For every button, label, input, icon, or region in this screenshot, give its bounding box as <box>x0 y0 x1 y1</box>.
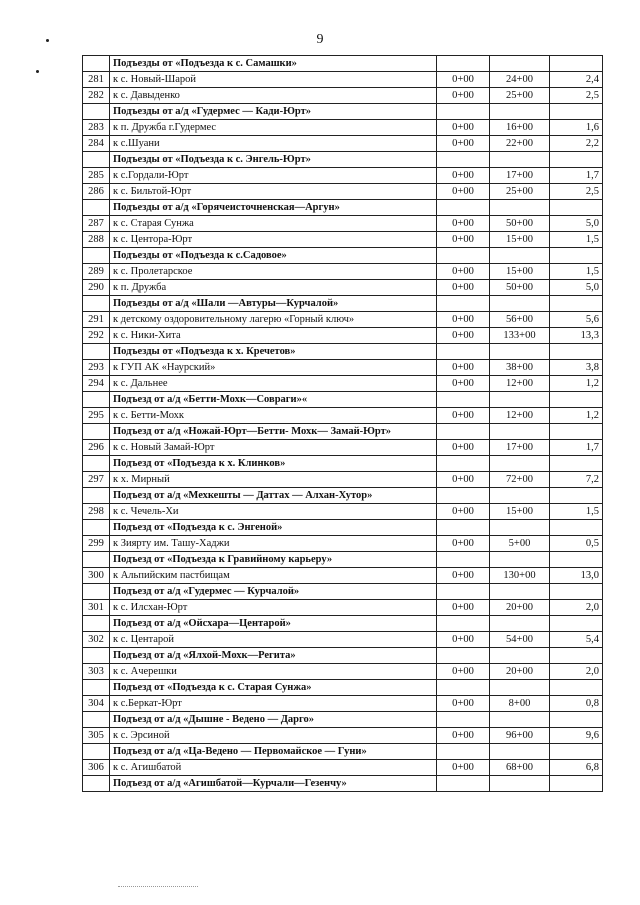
section-header-row <box>83 456 603 472</box>
table-row <box>83 632 603 648</box>
length-cell: 1,2 <box>550 376 603 392</box>
road-name-cell: к с. Ники-Хита <box>110 328 437 344</box>
end-km-cell <box>490 488 550 504</box>
end-km-cell <box>490 456 550 472</box>
road-name-cell: к п. Дружба <box>110 280 437 296</box>
table-row <box>83 440 603 456</box>
section-title-cell: Подъезд от а/д «Ца-Ведено — Первомайское — Гуни» <box>110 744 437 760</box>
section-title-cell: Подъезд от «Подъезда к Гравийному карьеру» <box>110 552 437 568</box>
road-name-cell: к с. Новый-Шарой <box>110 72 437 88</box>
row-number-cell <box>83 152 110 168</box>
start-km-cell: 0+00 <box>437 136 490 152</box>
length-cell <box>550 344 603 360</box>
start-km-cell <box>437 152 490 168</box>
end-km-cell: 15+00 <box>490 264 550 280</box>
end-km-cell <box>490 776 550 792</box>
end-km-cell: 20+00 <box>490 600 550 616</box>
start-km-cell: 0+00 <box>437 216 490 232</box>
length-cell: 1,6 <box>550 120 603 136</box>
row-number-cell: 300 <box>83 568 110 584</box>
section-title-cell: Подъезд от а/д «Ножай-Юрт—Бетти- Мохк— Замай-Юрт» <box>110 424 437 440</box>
row-number-cell: 286 <box>83 184 110 200</box>
row-number-cell: 302 <box>83 632 110 648</box>
table-row <box>83 408 603 424</box>
end-km-cell: 15+00 <box>490 504 550 520</box>
end-km-cell <box>490 744 550 760</box>
length-cell: 2,5 <box>550 184 603 200</box>
end-km-cell <box>490 424 550 440</box>
start-km-cell <box>437 584 490 600</box>
end-km-cell: 56+00 <box>490 312 550 328</box>
section-header-row <box>83 344 603 360</box>
section-header-row <box>83 296 603 312</box>
end-km-cell <box>490 56 550 72</box>
section-header-row <box>83 104 603 120</box>
start-km-cell: 0+00 <box>437 168 490 184</box>
start-km-cell: 0+00 <box>437 88 490 104</box>
row-number-cell: 293 <box>83 360 110 376</box>
end-km-cell: 133+00 <box>490 328 550 344</box>
road-name-cell: к Зиярту им. Ташу-Хаджи <box>110 536 437 552</box>
end-km-cell: 17+00 <box>490 440 550 456</box>
length-cell: 5,0 <box>550 280 603 296</box>
row-number-cell: 288 <box>83 232 110 248</box>
start-km-cell <box>437 520 490 536</box>
road-name-cell: к с. Центора-Юрт <box>110 232 437 248</box>
start-km-cell <box>437 648 490 664</box>
table-row <box>83 328 603 344</box>
start-km-cell: 0+00 <box>437 632 490 648</box>
start-km-cell <box>437 104 490 120</box>
row-number-cell: 287 <box>83 216 110 232</box>
row-number-cell <box>83 392 110 408</box>
start-km-cell <box>437 344 490 360</box>
length-cell: 13,0 <box>550 568 603 584</box>
start-km-cell: 0+00 <box>437 376 490 392</box>
section-header-row <box>83 680 603 696</box>
start-km-cell: 0+00 <box>437 280 490 296</box>
section-title-cell: Подъезд от а/д «Бетти-Мохк—Совраги»« <box>110 392 437 408</box>
end-km-cell: 96+00 <box>490 728 550 744</box>
length-cell <box>550 552 603 568</box>
row-number-cell <box>83 296 110 312</box>
row-number-cell: 294 <box>83 376 110 392</box>
end-km-cell: 25+00 <box>490 184 550 200</box>
length-cell <box>550 520 603 536</box>
section-title-cell: Подъезд от «Подъезда к с. Старая Сунжа» <box>110 680 437 696</box>
row-number-cell <box>83 680 110 696</box>
end-km-cell: 5+00 <box>490 536 550 552</box>
row-number-cell <box>83 488 110 504</box>
length-cell: 13,3 <box>550 328 603 344</box>
start-km-cell: 0+00 <box>437 536 490 552</box>
section-header-row <box>83 616 603 632</box>
length-cell: 2,4 <box>550 72 603 88</box>
end-km-cell: 25+00 <box>490 88 550 104</box>
row-number-cell: 295 <box>83 408 110 424</box>
section-title-cell: Подъезд от «Подъезда к с. Энгеной» <box>110 520 437 536</box>
table-row <box>83 536 603 552</box>
end-km-cell <box>490 392 550 408</box>
section-title-cell: Подъезды от «Подъезда к с.Садовое» <box>110 248 437 264</box>
end-km-cell: 22+00 <box>490 136 550 152</box>
section-header-row <box>83 648 603 664</box>
end-km-cell: 12+00 <box>490 408 550 424</box>
row-number-cell <box>83 248 110 264</box>
section-title-cell: Подъезд от «Подъезда к х. Клинков» <box>110 456 437 472</box>
section-title-cell: Подъезд от а/д «Ойсхара—Центарой» <box>110 616 437 632</box>
table-row <box>83 184 603 200</box>
scan-artifact <box>118 886 198 890</box>
road-name-cell: к детскому оздоровительному лагерю «Горный ключ» <box>110 312 437 328</box>
section-header-row <box>83 552 603 568</box>
section-header-row <box>83 488 603 504</box>
start-km-cell: 0+00 <box>437 232 490 248</box>
section-header-row <box>83 392 603 408</box>
table-row <box>83 312 603 328</box>
row-number-cell: 299 <box>83 536 110 552</box>
end-km-cell: 72+00 <box>490 472 550 488</box>
start-km-cell: 0+00 <box>437 264 490 280</box>
row-number-cell <box>83 712 110 728</box>
table-row <box>83 728 603 744</box>
table-row <box>83 136 603 152</box>
start-km-cell <box>437 776 490 792</box>
length-cell: 5,4 <box>550 632 603 648</box>
table-row <box>83 504 603 520</box>
section-header-row <box>83 424 603 440</box>
section-header-row <box>83 248 603 264</box>
section-title-cell: Подъезд от а/д «Мехкешты — Даттах — Алхан-Хутор» <box>110 488 437 504</box>
table-row <box>83 760 603 776</box>
scan-dot <box>46 39 49 42</box>
section-header-row <box>83 520 603 536</box>
road-name-cell: к с. Давыденко <box>110 88 437 104</box>
end-km-cell <box>490 552 550 568</box>
start-km-cell: 0+00 <box>437 696 490 712</box>
length-cell: 9,6 <box>550 728 603 744</box>
length-cell: 1,7 <box>550 440 603 456</box>
end-km-cell <box>490 712 550 728</box>
road-name-cell: к х. Мирный <box>110 472 437 488</box>
start-km-cell: 0+00 <box>437 360 490 376</box>
table-row <box>83 360 603 376</box>
length-cell: 5,0 <box>550 216 603 232</box>
row-number-cell <box>83 344 110 360</box>
row-number-cell: 304 <box>83 696 110 712</box>
page-number: 9 <box>316 32 324 47</box>
row-number-cell <box>83 776 110 792</box>
table-row <box>83 264 603 280</box>
road-name-cell: к с. Пролетарское <box>110 264 437 280</box>
road-name-cell: к Альпийским пастбищам <box>110 568 437 584</box>
row-number-cell: 301 <box>83 600 110 616</box>
start-km-cell: 0+00 <box>437 328 490 344</box>
length-cell: 0,5 <box>550 536 603 552</box>
length-cell: 2,0 <box>550 600 603 616</box>
road-name-cell: к с. Дальнее <box>110 376 437 392</box>
length-cell <box>550 680 603 696</box>
section-header-row <box>83 152 603 168</box>
section-title-cell: Подъезд от а/д «Гудермес — Курчалой» <box>110 584 437 600</box>
row-number-cell <box>83 552 110 568</box>
length-cell <box>550 584 603 600</box>
section-title-cell: Подъезды от «Подъезда к с. Самашки» <box>110 56 437 72</box>
length-cell <box>550 648 603 664</box>
section-title-cell: Подъезд от а/д «Ялхой-Мохк—Регита» <box>110 648 437 664</box>
start-km-cell <box>437 744 490 760</box>
road-name-cell: к с. Ачерешки <box>110 664 437 680</box>
start-km-cell: 0+00 <box>437 120 490 136</box>
length-cell: 5,6 <box>550 312 603 328</box>
start-km-cell <box>437 200 490 216</box>
row-number-cell: 281 <box>83 72 110 88</box>
section-header-row <box>83 712 603 728</box>
length-cell: 1,2 <box>550 408 603 424</box>
length-cell <box>550 152 603 168</box>
section-header-row <box>83 744 603 760</box>
length-cell <box>550 104 603 120</box>
table-row <box>83 376 603 392</box>
length-cell: 1,5 <box>550 232 603 248</box>
end-km-cell <box>490 520 550 536</box>
row-number-cell <box>83 104 110 120</box>
end-km-cell: 50+00 <box>490 216 550 232</box>
end-km-cell: 24+00 <box>490 72 550 88</box>
length-cell <box>550 296 603 312</box>
section-title-cell: Подъезды от а/д «Горячеисточненская—Аргун» <box>110 200 437 216</box>
length-cell <box>550 248 603 264</box>
end-km-cell <box>490 616 550 632</box>
end-km-cell <box>490 296 550 312</box>
road-name-cell: к с. Старая Сунжа <box>110 216 437 232</box>
row-number-cell: 306 <box>83 760 110 776</box>
section-header-row <box>83 584 603 600</box>
row-number-cell <box>83 56 110 72</box>
end-km-cell <box>490 248 550 264</box>
length-cell <box>550 776 603 792</box>
road-name-cell: к с. Илсхан-Юрт <box>110 600 437 616</box>
start-km-cell: 0+00 <box>437 600 490 616</box>
road-name-cell: к с. Бильтой-Юрт <box>110 184 437 200</box>
road-name-cell: к с. Центарой <box>110 632 437 648</box>
length-cell: 2,5 <box>550 88 603 104</box>
section-title-cell: Подъезды от «Подъезда к х. Кречетов» <box>110 344 437 360</box>
row-number-cell <box>83 424 110 440</box>
section-title-cell: Подъезды от а/д «Гудермес — Кади-Юрт» <box>110 104 437 120</box>
end-km-cell: 38+00 <box>490 360 550 376</box>
road-name-cell: к с.Гордали-Юрт <box>110 168 437 184</box>
length-cell <box>550 56 603 72</box>
row-number-cell: 298 <box>83 504 110 520</box>
table-row <box>83 168 603 184</box>
row-number-cell: 283 <box>83 120 110 136</box>
end-km-cell <box>490 648 550 664</box>
table-row <box>83 568 603 584</box>
end-km-cell: 50+00 <box>490 280 550 296</box>
row-number-cell: 296 <box>83 440 110 456</box>
start-km-cell <box>437 552 490 568</box>
road-name-cell: к с. Чечель-Хи <box>110 504 437 520</box>
start-km-cell: 0+00 <box>437 504 490 520</box>
length-cell: 1,7 <box>550 168 603 184</box>
section-title-cell: Подъезд от а/д «Агишбатой—Курчали—Гезенчу» <box>110 776 437 792</box>
row-number-cell <box>83 616 110 632</box>
start-km-cell: 0+00 <box>437 472 490 488</box>
row-number-cell: 282 <box>83 88 110 104</box>
start-km-cell <box>437 56 490 72</box>
row-number-cell: 297 <box>83 472 110 488</box>
start-km-cell <box>437 424 490 440</box>
end-km-cell <box>490 104 550 120</box>
road-name-cell: к п. Дружба г.Гудермес <box>110 120 437 136</box>
section-header-row <box>83 56 603 72</box>
length-cell <box>550 616 603 632</box>
start-km-cell: 0+00 <box>437 312 490 328</box>
length-cell: 7,2 <box>550 472 603 488</box>
end-km-cell <box>490 200 550 216</box>
road-name-cell: к с. Эрсиной <box>110 728 437 744</box>
end-km-cell: 20+00 <box>490 664 550 680</box>
row-number-cell <box>83 200 110 216</box>
end-km-cell: 17+00 <box>490 168 550 184</box>
table-row <box>83 600 603 616</box>
road-name-cell: к с. Новый Замай-Юрт <box>110 440 437 456</box>
length-cell <box>550 424 603 440</box>
start-km-cell <box>437 680 490 696</box>
start-km-cell: 0+00 <box>437 664 490 680</box>
length-cell: 1,5 <box>550 264 603 280</box>
start-km-cell <box>437 616 490 632</box>
start-km-cell <box>437 392 490 408</box>
roads-table-body <box>83 56 603 792</box>
length-cell <box>550 200 603 216</box>
row-number-cell <box>83 648 110 664</box>
start-km-cell <box>437 488 490 504</box>
end-km-cell <box>490 152 550 168</box>
length-cell: 3,8 <box>550 360 603 376</box>
start-km-cell <box>437 456 490 472</box>
section-header-row <box>83 776 603 792</box>
end-km-cell <box>490 344 550 360</box>
row-number-cell <box>83 584 110 600</box>
end-km-cell <box>490 584 550 600</box>
table-row <box>83 232 603 248</box>
row-number-cell: 292 <box>83 328 110 344</box>
section-header-row <box>83 200 603 216</box>
roads-table <box>82 55 603 792</box>
row-number-cell: 303 <box>83 664 110 680</box>
end-km-cell: 16+00 <box>490 120 550 136</box>
table-row <box>83 120 603 136</box>
start-km-cell: 0+00 <box>437 440 490 456</box>
end-km-cell: 130+00 <box>490 568 550 584</box>
length-cell: 2,2 <box>550 136 603 152</box>
end-km-cell: 15+00 <box>490 232 550 248</box>
start-km-cell: 0+00 <box>437 728 490 744</box>
road-name-cell: к ГУП АК «Наурский» <box>110 360 437 376</box>
end-km-cell: 68+00 <box>490 760 550 776</box>
length-cell <box>550 456 603 472</box>
length-cell: 2,0 <box>550 664 603 680</box>
table-row <box>83 280 603 296</box>
row-number-cell: 291 <box>83 312 110 328</box>
road-name-cell: к с. Бетти-Мохк <box>110 408 437 424</box>
length-cell <box>550 488 603 504</box>
length-cell <box>550 392 603 408</box>
length-cell: 6,8 <box>550 760 603 776</box>
table-row <box>83 216 603 232</box>
table-row <box>83 664 603 680</box>
length-cell <box>550 744 603 760</box>
end-km-cell: 12+00 <box>490 376 550 392</box>
table-row <box>83 696 603 712</box>
section-title-cell: Подъезды от а/д «Шали —Автуры—Курчалой» <box>110 296 437 312</box>
row-number-cell: 305 <box>83 728 110 744</box>
start-km-cell: 0+00 <box>437 760 490 776</box>
row-number-cell: 289 <box>83 264 110 280</box>
end-km-cell: 54+00 <box>490 632 550 648</box>
row-number-cell: 290 <box>83 280 110 296</box>
road-name-cell: к с.Беркат-Юрт <box>110 696 437 712</box>
start-km-cell <box>437 248 490 264</box>
road-name-cell: к с. Агишбатой <box>110 760 437 776</box>
start-km-cell: 0+00 <box>437 408 490 424</box>
section-title-cell: Подъезды от «Подъезда к с. Энгель-Юрт» <box>110 152 437 168</box>
row-number-cell <box>83 456 110 472</box>
start-km-cell: 0+00 <box>437 184 490 200</box>
start-km-cell <box>437 712 490 728</box>
end-km-cell <box>490 680 550 696</box>
table-row <box>83 88 603 104</box>
length-cell: 0,8 <box>550 696 603 712</box>
section-title-cell: Подъезд от а/д «Дышне - Ведено — Дарго» <box>110 712 437 728</box>
length-cell: 1,5 <box>550 504 603 520</box>
table-row <box>83 72 603 88</box>
row-number-cell <box>83 744 110 760</box>
row-number-cell: 285 <box>83 168 110 184</box>
table-row <box>83 472 603 488</box>
start-km-cell: 0+00 <box>437 568 490 584</box>
start-km-cell <box>437 296 490 312</box>
length-cell <box>550 712 603 728</box>
start-km-cell: 0+00 <box>437 72 490 88</box>
end-km-cell: 8+00 <box>490 696 550 712</box>
scan-dot <box>36 70 39 73</box>
road-name-cell: к с.Шуани <box>110 136 437 152</box>
row-number-cell: 284 <box>83 136 110 152</box>
row-number-cell <box>83 520 110 536</box>
